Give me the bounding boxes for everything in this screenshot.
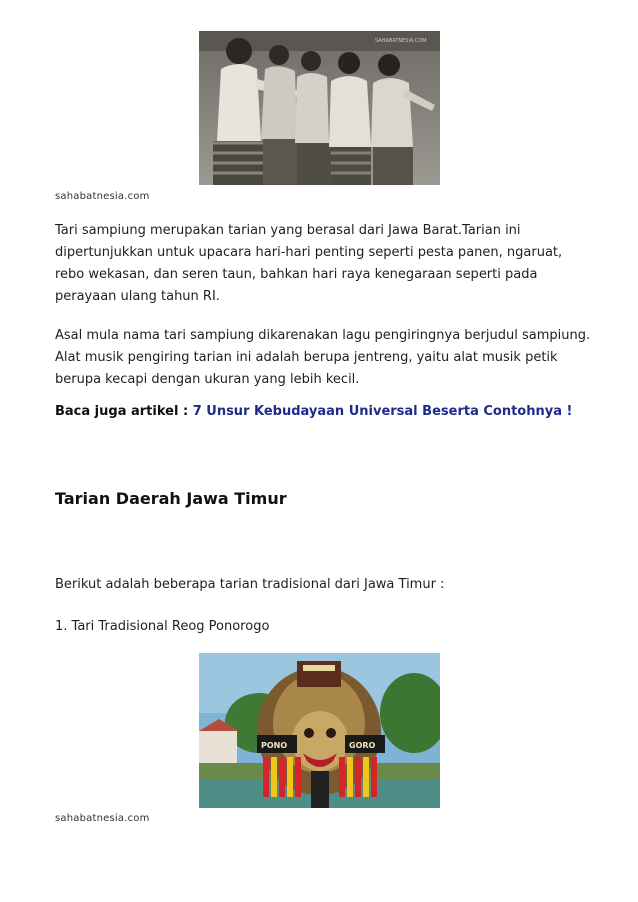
read-also-label: Baca juga artikel : [55, 404, 193, 419]
image-caption-2: sahabatnesia.com [55, 813, 150, 824]
image-caption: sahabatnesia.com [55, 191, 150, 202]
paragraph-sampiung-origin: Tari sampiung merupakan tarian yang berasal dari Jawa Barat.Tarian ini dipertunjukkan untuk upacara hari-hari penting seperti pesta panen, ngaruat, rebo wekasan, dan seren taun, bahkan hari raya kenegaraan seperti pada perayaan ulang tahun RI. [55, 223, 563, 304]
photo-watermark: SAHABATNESIA.COM [375, 38, 427, 44]
list-item-reog: 1. Tari Tradisional Reog Ponorogo [55, 619, 270, 634]
section-heading: Tarian Daerah Jawa Timur [55, 489, 287, 508]
mask-text-left: PONO [261, 741, 288, 750]
mask-text-right: GORO [349, 741, 376, 750]
paragraph-sampiung-name: Asal mula nama tari sampiung dikarenakan lagu pengiringnya berjudul sampiung. Alat musik pengiring tarian ini adalah berupa jentreng, yaitu alat musik petik berupa kecapi dengan ukuran yang lebih kecil. [55, 328, 591, 387]
reog-ponorogo-photo [199, 653, 440, 808]
read-also-link[interactable]: 7 Unsur Kebudayaan Universal Beserta Contohnya ! [192, 404, 573, 419]
intro-text: Berikut adalah beberapa tarian tradisional dari Jawa Timur : [55, 577, 445, 592]
dancers-photo [199, 31, 440, 185]
read-also [55, 404, 572, 419]
